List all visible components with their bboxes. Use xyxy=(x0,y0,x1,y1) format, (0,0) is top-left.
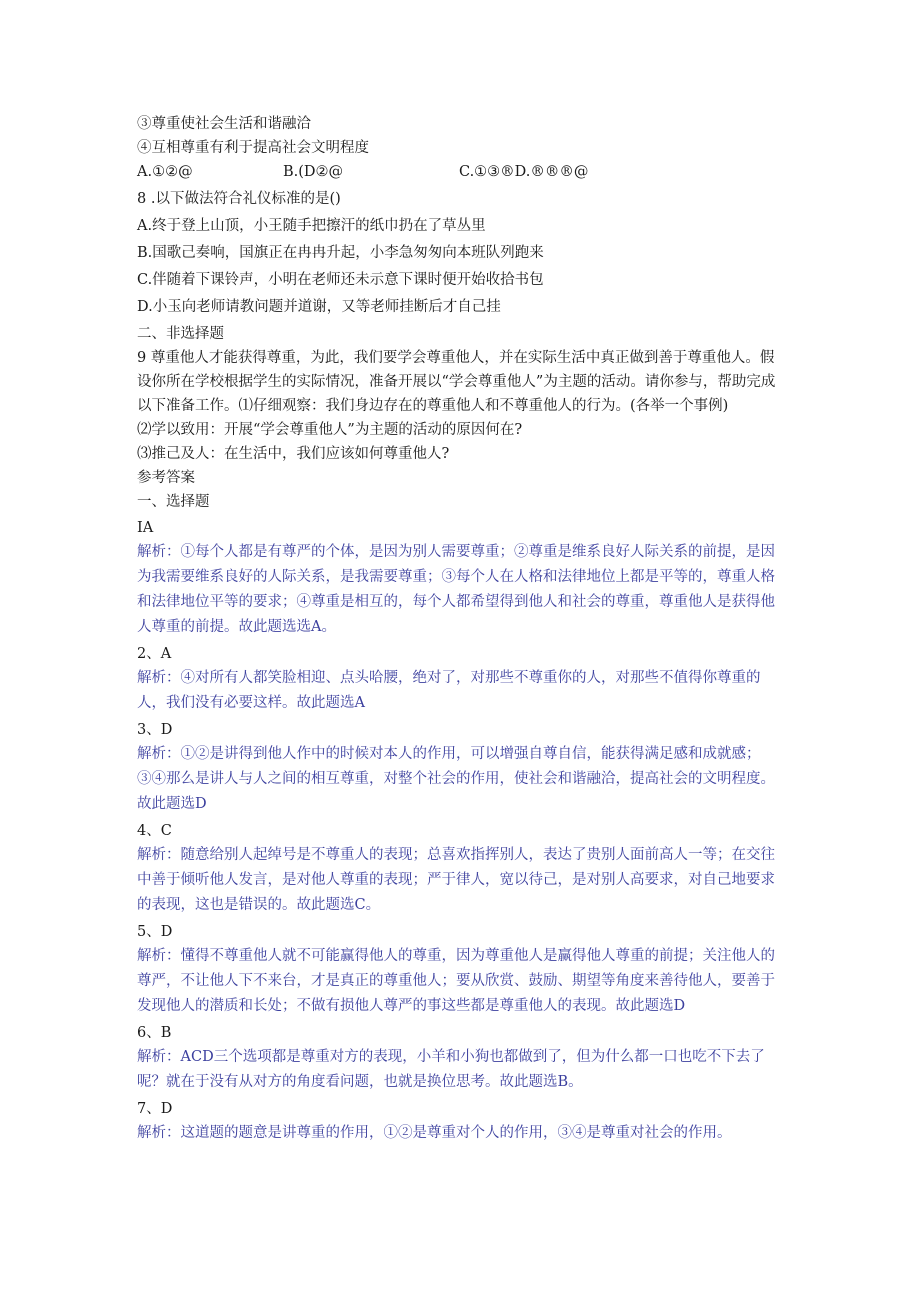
answer-2-number: 2、A xyxy=(137,646,172,662)
q9-part-2: ⑵学以致用：开展“学会尊重他人”为主题的活动的原因何在? xyxy=(137,422,523,438)
answer-4-explanation: 解析：随意给别人起绰号是不尊重人的表现；总喜欢指挥别人，表达了贵别人面前高人一等；在交往中善于倾听他人发言，是对他人尊重的表现；严于律人，宽以待己，是对别人高要求，对自己地要求的表现，这也是错误的。故此题选C。 xyxy=(137,847,775,913)
q7-option-4: ④互相尊重有利于提高社会文明程度 xyxy=(137,140,369,156)
q8-option-d: D.小玉向老师请教问题并道谢，又等老师挂断后才自己挂 xyxy=(137,299,501,315)
q9-stem: 9 尊重他人才能获得尊重，为此，我们要学会尊重他人，并在实际生活中真正做到善于尊重他人。假设你所在学校根据学生的实际情况，准备开展以“学会尊重他人”为主题的活动。请你参与，帮助完成以下准备工作。⑴仔细观察：我们身边存在的尊重他人和不尊重他人的行为。(各举一个事例) xyxy=(137,350,776,414)
answer-5-explanation: 解析：懂得不尊重他人就不可能赢得他人的尊重，因为尊重他人是赢得他人尊重的前提；关注他人的尊严，不让他人下不来台，才是真正的尊重他人；要从欣赏、鼓励、期望等角度来善待他人，要善于发现他人的潜质和长处；不做有损他人尊严的事这些都是尊重他人的表现。故此题选D xyxy=(137,948,775,1014)
answer-5-number: 5、D xyxy=(137,924,173,940)
answer-6-explanation: 解析：ACD三个选项都是尊重对方的表现，小羊和小狗也都做到了，但为什么都一口也吃不下去了呢？就在于没有从对方的角度看问题，也就是换位思考。故此题选B。 xyxy=(137,1049,765,1090)
answers-title: 参考答案 xyxy=(137,470,195,486)
document-content xyxy=(137,112,787,1148)
answer-1-number: IA xyxy=(137,520,154,536)
answers-section-1: 一、选择题 xyxy=(137,494,210,510)
answer-3-explanation: 解析：①②是讲得到他人作中的时候对本人的作用，可以增强自尊自信，能获得满足感和成就感；③④那么是讲人与人之间的相互尊重，对整个社会的作用，使社会和谐融洽，提高社会的文明程度。故此题选D xyxy=(137,746,775,812)
q7-choice-cd: C.①③®D.®®®@ xyxy=(459,164,589,180)
q9-part-3: ⑶推己及人：在生活中，我们应该如何尊重他人? xyxy=(137,446,450,462)
answer-6-number: 6、B xyxy=(137,1025,172,1041)
answer-1-explanation: 解析：①每个人都是有尊严的个体，是因为别人需要尊重；②尊重是维系良好人际关系的前提，是因为我需要维系良好的人际关系，是我需要尊重；③每个人在人格和法律地位上都是平等的，尊重人格和法律地位平等的要求；④尊重是相互的，每个人都希望得到他人和社会的尊重，尊重他人是获得他人尊重的前提。故此题选选A。 xyxy=(137,544,775,635)
q7-option-3: ③尊重使社会生活和谐融洽 xyxy=(137,116,311,132)
q7-choice-a: A.①②@ xyxy=(137,164,193,180)
answer-4-number: 4、C xyxy=(137,823,172,839)
q7-choice-b: B.(D②@ xyxy=(283,164,344,180)
section-title-nonchoice: 二、非选择题 xyxy=(137,326,224,342)
q8-option-c: C.伴随着下课铃声，小明在老师还未示意下课时便开始收拾书包 xyxy=(137,272,544,288)
answer-2-explanation: 解析：④对所有人都笑脸相迎、点头哈腰，绝对了，对那些不尊重你的人，对那些不值得你尊重的人，我们没有必要这样。故此题选A xyxy=(137,670,761,711)
q8-stem: 8 .以下做法符合礼仪标准的是() xyxy=(137,191,341,207)
q7-choices xyxy=(137,160,787,184)
q8-option-b: B.国歌己奏响，国旗正在冉冉升起，小李急匆匆向本班队列跑来 xyxy=(137,245,544,261)
answer-7-explanation: 解析：这道题的题意是讲尊重的作用，①②是尊重对个人的作用，③④是尊重对社会的作用。 xyxy=(137,1125,732,1141)
answer-3-number: 3、D xyxy=(137,722,173,738)
q8-option-a: A.终于登上山顶，小王随手把擦汗的纸巾扔在了草丛里 xyxy=(137,218,486,234)
answer-7-number: 7、D xyxy=(137,1101,173,1117)
